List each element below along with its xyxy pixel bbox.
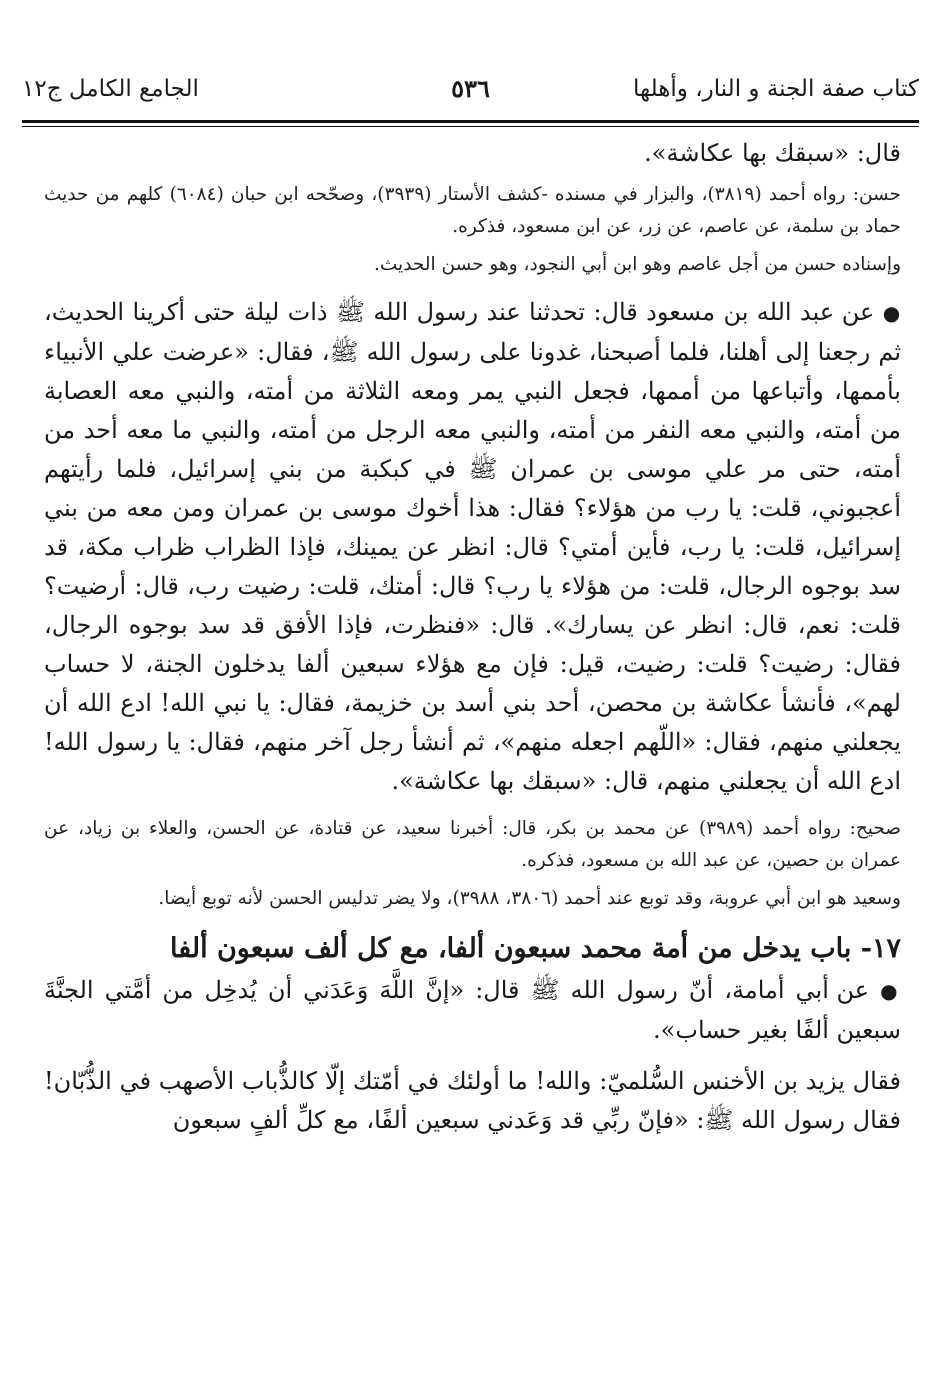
bullet-icon: ● [882,301,901,325]
page-body [44,134,901,1140]
main-text-paragraph: فقال يزيد بن الأخنس السُّلميّ: والله! ما أولئك في أمّتك إلّا كالذُّباب الأصهب في الذُّبّان! فقال رسول الله ﷺ: «فإنّ ربِّي قد وَعَدني سبعين ألفًا، مع كلِّ ألفٍ سبعون [44,1067,901,1134]
hadith-text: عن عبد الله بن مسعود قال: تحدثنا عند رسول الله ﷺ ذات ليلة حتى أكرينا الحديث، ثم رجعنا إلى أهلنا، فلما أصبحنا، غدونا على رسول الله ﷺ، فقال: «عرضت علي الأنبياء بأممها، وأتباعها من أممها، فجعل النبي يمر ومعه الثلاثة من أمته، والنبي معه العصابة من أمته، والنبي معه النفر من أمته، والنبي معه الرجل من أمته، والنبي ما معه أحد من أمته، حتى مر علي موسى بن عمران ﷺ في كبكبة من بني إسرائيل، فلما رأيتهم أعجبوني، قلت: يا رب من هؤلاء؟ فقال: هذا أخوك موسى بن عمران ومن معه من بني إسرائيل، قلت: يا رب، فأين أمتي؟ قال: انظر عن يمينك، فإذا الظراب ظراب مكة، قد سد بوجوه الرجال، قلت: من هؤلاء يا رب؟ قال: أمتك، قلت: رضيت رب، قال: أرضيت؟ قلت: نعم، قال: انظر عن يسارك». قال: «فنظرت، فإذا الأفق قد سد بوجوه الرجال، فقال: رضيت؟ قلت: رضيت، قيل: فإن مع هؤلاء سبعين ألفا يدخلون الجنة، لا حساب لهم»، فأنشأ عكاشة بن محصن، أحد بني أسد بن خزيمة، فقال: يا نبي الله! ادع الله أن يجعلني منهم، فقال: «اللّهم اجعله منهم»، ثم أنشأ رجل آخر منهم، فقال: يا رسول الله! ادع الله أن يجعلني منهم، قال: «سبقك بها عكاشة». [44,298,901,795]
header-rule-thin [22,126,919,127]
takhrij-note: صحيح: رواه أحمد (٣٩٨٩) عن محمد بن بكر، قال: أخبرنا سعيد، عن قتادة، عن الحسن، والعلاء بن زياد، عن عمران بن حصين، عن عبد الله بن مسعود، فذكره. [44,818,901,871]
hadith-text: عن أبي أمامة، أنّ رسول الله ﷺ قال: «إنَّ اللَّهَ وَعَدَني أن يُدخِل من أمَّتي الجنَّةَ سبعين ألفًا بغير حساب». [44,976,901,1044]
header-rule-thick [22,120,919,123]
bullet-icon: ● [880,979,901,1003]
book-title: الجامع الكامل ج١٢ [22,76,199,102]
hadith-paragraph [44,971,901,1050]
takhrij-note: حسن: رواه أحمد (٣٨١٩)، والبزار في مسنده -كشف الأستار (٣٩٣٩)، وصحّحه ابن حبان (٦٠٨٤) كلهم من حديث حماد بن سلمة، عن عاصم، عن زر، عن ابن مسعود، فذكره. [44,184,901,237]
section-heading: ١٧- باب يدخل من أمة محمد سبعون ألفا، مع كل ألف سبعون ألفا [169,933,901,964]
page-header [22,70,919,114]
takhrij-note: وإسناده حسن من أجل عاصم وهو ابن أبي النجود، وهو حسن الحديث. [374,254,901,275]
main-text-paragraph: قال: «سبقك بها عكاشة». [644,139,901,167]
chapter-title: كتاب صفة الجنة و النار، وأهلها [633,76,919,102]
hadith-paragraph [44,293,901,801]
takhrij-note: وسعيد هو ابن أبي عروبة، وقد توبع عند أحمد (٣٨٠٦، ٣٩٨٨)، ولا يضر تدليس الحسن لأنه توبع أيضا. [158,888,901,909]
page-number: ٥٣٦ [451,74,490,103]
